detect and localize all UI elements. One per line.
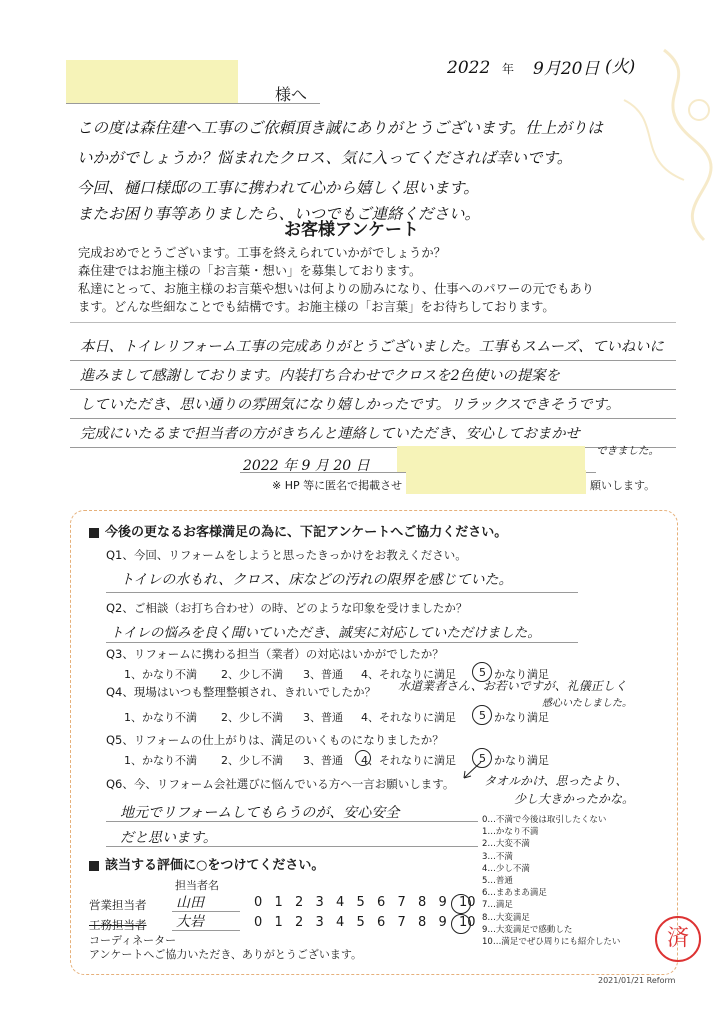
redacted-customer-name (397, 446, 585, 472)
approval-stamp (655, 916, 701, 962)
legend-item: 0…不満で今後は取引したくない (482, 815, 607, 825)
q5-option-5-label: かなり満足 (494, 754, 549, 767)
q4-selection-circle (472, 705, 492, 725)
hp-note-right: 願いします。 (590, 479, 656, 492)
letter-line: この度は森住建へ工事のご依頼頂き誠にありがとうございます。仕上がりは (77, 119, 603, 137)
score-digit[interactable]: 2 (295, 915, 304, 930)
q5-option-4: 4、それなりに満足 (361, 754, 456, 767)
score-digit[interactable]: 9 (438, 915, 447, 930)
score-digit[interactable]: 5 (356, 895, 365, 910)
q5-option-3: 3、普通 (303, 754, 343, 767)
date-month-day: 9月20日 (533, 59, 600, 79)
q3-option-4: 4、それなりに満足 (361, 668, 456, 681)
question-3: Q3、リフォームに携わる担当（業者）の対応はいかがでしたか？ (106, 647, 444, 661)
date-year-suffix: 年 (502, 62, 515, 76)
legend-item: 4…少し不満 (482, 863, 530, 874)
q4-option-5-label: かなり満足 (494, 711, 549, 724)
score-digit[interactable]: 9 (438, 895, 447, 910)
legend-item: 9…大変満足で感動した (482, 924, 573, 935)
score-digit[interactable]: 2 (295, 895, 304, 910)
hp-note-left: ※ HP 等に匿名で掲載させ (272, 479, 403, 492)
redacted-recipient-name (66, 60, 238, 104)
letter-line: いかがでしょうか？悩まれたクロス、気に入ってくだされば幸いです。 (77, 149, 573, 167)
sales-score-scale (254, 895, 476, 913)
survey-title: お客様アンケート (284, 220, 419, 240)
score-digit[interactable]: 7 (397, 895, 406, 910)
score-digit[interactable]: 0 (254, 915, 263, 930)
score-digit[interactable]: 3 (315, 895, 324, 910)
staff-name-header: 担当者名 (175, 879, 219, 892)
q4-option-5-number: 5 (479, 709, 486, 722)
q3-option-5-number: 5 (479, 666, 486, 679)
answer-rule (106, 592, 578, 593)
question-1: Q1、今回、リフォームをしようと思ったきっかけをお教えください。 (106, 548, 467, 562)
intro-line: 完成おめでとうございます。工事を終えられていかがでしょうか？ (78, 246, 446, 260)
answer-6-line-2: だと思います。 (120, 830, 217, 846)
q3-option-3: 3、普通 (303, 668, 343, 681)
q4-option-2: 2、少し不満 (221, 711, 283, 724)
q3-option-2: 2、少し不満 (221, 668, 283, 681)
sales-label: 営業担当者 (89, 898, 147, 912)
letter-line: 今回、樋口様邸の工事に携われて心から嬉しく思います。 (77, 179, 479, 197)
q5-option-5-number: 5 (479, 752, 486, 765)
question-5: Q5、リフォームの仕上がりは、満足のいくものになりましたか？ (106, 733, 444, 747)
arrow-icon (456, 760, 486, 782)
score-digit[interactable]: 7 (397, 915, 406, 930)
q5-option-1: 1、かなり不満 (124, 754, 197, 767)
score-digit[interactable]: 5 (356, 915, 365, 930)
legend-item: 2…大変不満 (482, 839, 530, 850)
legend-item: 3…不満 (482, 851, 513, 862)
intro-line: 森住建ではお施主様の「お言葉・想い」を募集しております。 (78, 264, 422, 278)
comment-rule (70, 360, 676, 361)
answer-2: トイレの悩みを良く聞いていただき、誠実に対応していただけました。 (110, 625, 541, 641)
rating-legend (482, 814, 620, 948)
works-score-circle (451, 914, 471, 934)
q4-note-line-2: 感心いたしました。 (542, 698, 632, 709)
question-6: Q6、今、リフォーム会社選びに悩んでいる方へ一言お願いします。 (106, 777, 455, 791)
q3-option-1: 1、かなり不満 (124, 668, 197, 681)
q4-option-3: 3、普通 (303, 711, 343, 724)
score-digit[interactable]: 10 (459, 915, 476, 930)
score-digit[interactable]: 10 (459, 895, 476, 910)
q4-option-1: 1、かなり不満 (124, 711, 197, 724)
redacted-note (406, 470, 586, 494)
rating-heading-text: 該当する評価に○をつけてください。 (105, 858, 325, 873)
answer-6-line-1: 地元でリフォームしてもらうのが、安心安全 (120, 805, 400, 821)
stamp-text: 済 (666, 926, 689, 951)
answer-rule (106, 642, 578, 643)
score-digit[interactable]: 1 (274, 915, 283, 930)
comment-line: 進みまして感謝しております。内装打ち合わせでクロスを2色使いの提案を (80, 368, 560, 384)
works-label: 工務担当者 (89, 918, 147, 932)
score-digit[interactable]: 8 (418, 895, 427, 910)
question-4: Q4、現場はいつも整理整頓され、きれいでしたか？ (106, 685, 377, 699)
legend-item: 10…満足でぜひ周りにも紹介したい (482, 937, 621, 948)
square-bullet-icon (89, 861, 99, 871)
score-digit[interactable]: 6 (377, 895, 386, 910)
date-year: 2022 (447, 58, 491, 78)
letter-line: またお困り事等ありましたら、いつでもご連絡ください。 (77, 205, 481, 223)
comment-line: 本日、トイレリフォーム工事の完成ありがとうございました。工事もスムーズ、ていねいに (80, 339, 664, 355)
q5-option-2: 2、少し不満 (221, 754, 283, 767)
answer-rule (106, 846, 478, 847)
comment-rule (70, 447, 676, 448)
score-digit[interactable]: 4 (336, 895, 345, 910)
score-digit[interactable]: 0 (254, 895, 263, 910)
thanks-text: アンケートへご協力いただき、ありがとうございます。 (89, 948, 363, 961)
comment-line: できました。 (596, 445, 659, 457)
score-digit[interactable]: 8 (418, 915, 427, 930)
comment-date: 2022 年 9 月 20 日 (243, 458, 370, 474)
decorative-flourish (604, 40, 724, 300)
comment-rule (70, 389, 676, 390)
q5-note-line-1: タオルかけ、思ったより、 (484, 774, 628, 788)
question-2: Q2、ご相談（お打ち合わせ）の時、どのような印象を受けましたか？ (106, 601, 468, 615)
questionnaire-heading-text: 今後の更なるお客様満足の為に、下記アンケートへご協力ください。 (105, 525, 508, 540)
comment-line: していただき、思い通りの雰囲気になり嬉しかったです。リラックスできそうです。 (80, 397, 620, 413)
comment-rule (70, 418, 676, 419)
q3-option-5-label: かなり満足 (494, 668, 549, 681)
sales-score-circle (451, 894, 471, 914)
name-rule (172, 930, 240, 931)
score-digit[interactable]: 3 (315, 915, 324, 930)
legend-item: 5…普通 (482, 876, 513, 887)
legend-item: 7…満足 (482, 900, 513, 911)
works-name: 大岩 (176, 914, 204, 930)
legend-item: 8…大変満足 (482, 912, 530, 923)
footer-version: 2021/01/21 Reform (598, 976, 676, 985)
answer-1: トイレの水もれ、クロス、床などの汚れの限界を感じていた。 (120, 572, 513, 588)
q4-note-line-1: 水道業者さん、お若いですが、礼儀正しく (398, 679, 627, 693)
answer-rule (106, 821, 478, 822)
legend-item: 1…かなり不満 (482, 827, 539, 838)
q4-option-4: 4、それなりに満足 (361, 711, 456, 724)
intro-line: 私達にとって、お施主様のお言葉や想いは何よりの励みになり、仕事へのパワーの元でもあり (78, 282, 594, 296)
intro-line: ます。どんな些細なことでも結構です。お施主様の「お言葉」をお待ちしております。 (78, 300, 555, 314)
legend-item: 6…まあまあ満足 (482, 888, 547, 899)
works-score-scale (254, 915, 476, 933)
rating-heading (89, 854, 324, 873)
score-digit[interactable]: 6 (377, 915, 386, 930)
square-bullet-icon (89, 528, 99, 538)
q5-note-line-2: 少し大きかったかな。 (514, 792, 635, 806)
comment-area-top-rule (70, 322, 676, 323)
questionnaire-heading (89, 521, 507, 540)
comment-line: 完成にいたるまで担当者の方がきちんと連絡していただき、安心しておまかせ (80, 426, 580, 442)
recipient-suffix: 様へ (275, 85, 308, 104)
sales-name: 山田 (176, 895, 204, 911)
date-weekday: (火) (605, 57, 636, 77)
score-digit[interactable]: 4 (336, 915, 345, 930)
coordinator-label: コーディネーター (89, 934, 177, 947)
score-digit[interactable]: 1 (274, 895, 283, 910)
